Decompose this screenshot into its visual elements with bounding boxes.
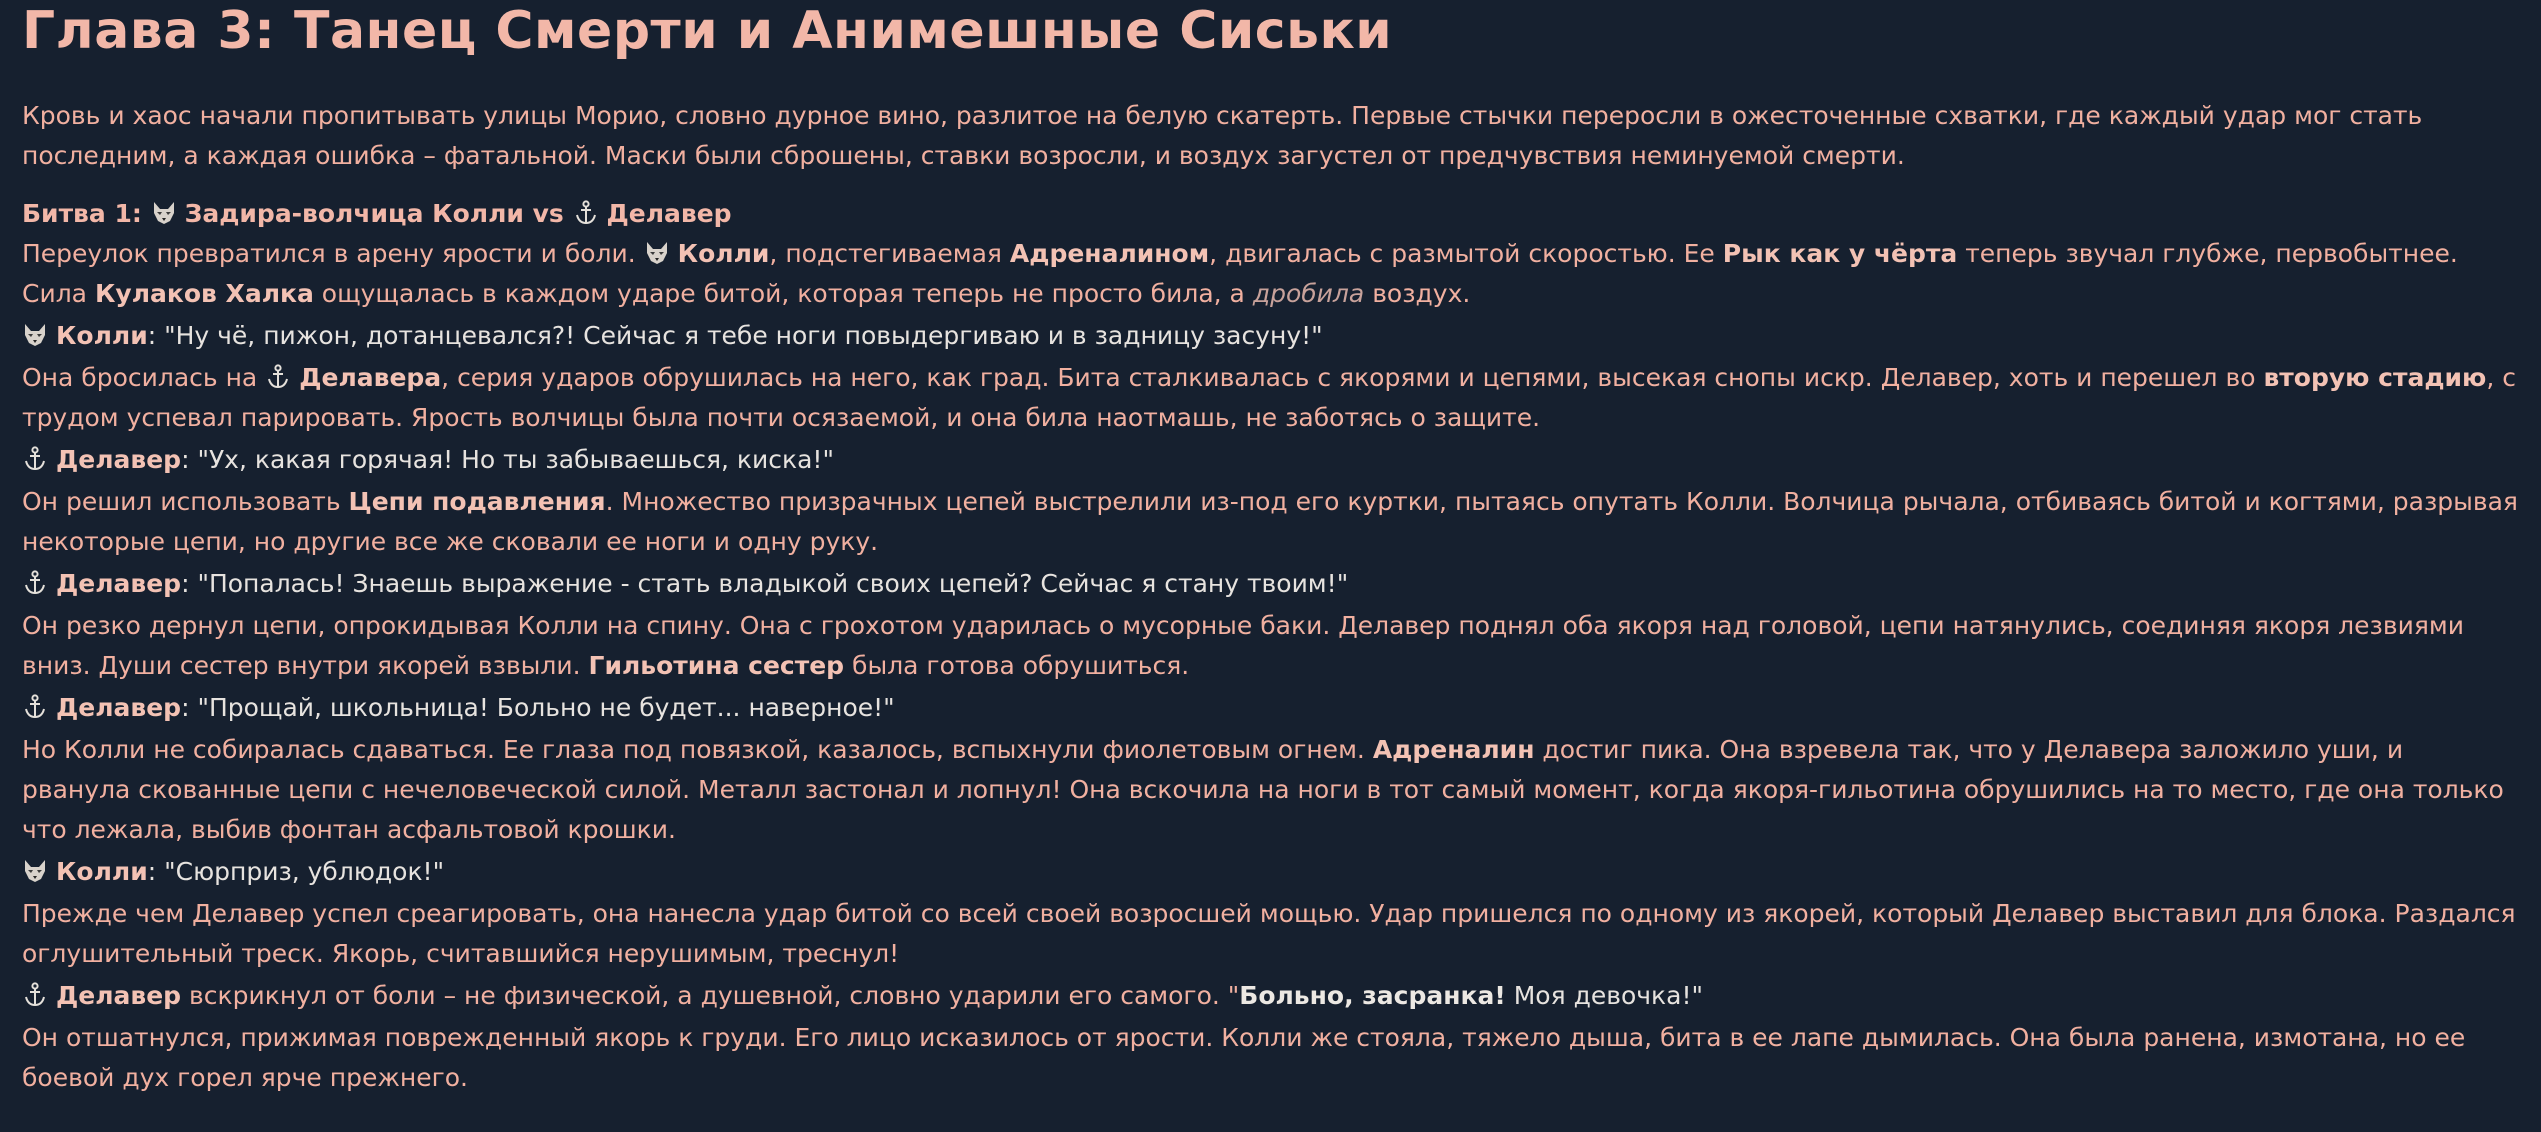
p1-text-c: , двигалась с размытой скоростью. Ее xyxy=(1209,239,1715,268)
anchor-icon xyxy=(265,364,291,390)
paragraph-4 xyxy=(22,606,2519,686)
p3-text-b: . Множество призрачных цепей выстрелили из-под его куртки, пытаясь опутать Колли. Волчица рычала, отбиваясь битой и когтями, разрывая некоторые цепи, но другие все же сковали ее ноги и одну руку. xyxy=(22,487,2518,556)
battle-fighter-1: Задира-волчица Колли vs xyxy=(184,199,564,228)
chapter-title: Глава 3: Танец Смерти и Анимешные Сиськи xyxy=(22,1,1393,61)
q6-text-a: вскрикнул от боли – не физической, а душевной, словно ударили его самого. " xyxy=(189,981,1240,1010)
wolf-icon xyxy=(22,858,48,884)
p5-text-a: Но Колли не собиралась сдаваться. Ее глаза под повязкой, казалось, вспыхнули фиолетовым огнем. xyxy=(22,735,1365,764)
term-drobila: дробила xyxy=(1252,279,1365,308)
quote-delaver-4 xyxy=(22,974,2519,1018)
paragraph-1 xyxy=(22,234,2519,314)
intro-paragraph: Кровь и хаос начали пропитывать улицы Морио, словно дурное вино, разлитое на белую скатерть. Первые стычки переросли в ожесточенные схватки, где каждый удар мог стать последним, а каждая ошибка – фатальной. Маски были сброшены, ставки возросли, и воздух загустел от предчувствия неминуемой смерти. xyxy=(22,101,2423,170)
p2-text-b: , серия ударов обрушилась на него, как град. Бита сталкивалась с якорями и цепями, высекая снопы искр. Делавер, хоть и перешел во xyxy=(441,363,2256,392)
p1-text-f: воздух. xyxy=(1372,279,1471,308)
term-guillotine: Гильотина сестер xyxy=(588,651,845,680)
battle-heading xyxy=(22,194,2519,234)
speaker-name: Делавер xyxy=(56,569,182,598)
speech-text: : "Сюрприз, ублюдок!" xyxy=(147,857,445,886)
p1-text-d: теперь звучал глубже, первобытнее. Сила xyxy=(22,239,2458,308)
quote-delaver-1 xyxy=(22,438,2519,482)
speech-text: : "Прощай, школьница! Больно не будет... наверное!" xyxy=(181,693,895,722)
speaker-name: Делавер xyxy=(56,445,182,474)
quote-kolli-2 xyxy=(22,850,2519,894)
quote-delaver-3 xyxy=(22,686,2519,730)
p4-text-b: была готова обрушиться. xyxy=(852,651,1190,680)
p1-text-b: , подстегиваемая xyxy=(769,239,1002,268)
paragraph-6: Прежде чем Делавер успел среагировать, она нанесла удар битой со всей своей возросшей мощью. Удар пришелся по одному из якорей, который Делавер выставил для блока. Раздался оглушительный треск. Якорь, считавшийся нерушимым, треснул! xyxy=(22,899,2516,968)
term-adrenalin: Адреналином xyxy=(1009,239,1210,268)
anchor-icon xyxy=(573,200,599,226)
wolf-icon xyxy=(644,240,670,266)
paragraph-2 xyxy=(22,358,2519,438)
p5-text-b: достиг пика. Она взревела так, что у Делавера заложило уши, и рванула скованные цепи с нечеловеческой силой. Металл застонал и лопнул! Она вскочила на ноги в тот самый момент, когда якоря-гильотина обрушились на то место, где она только что лежала, выбив фонтан асфальтовой крошки. xyxy=(22,735,2504,844)
p4-text-a: Он резко дернул цепи, опрокидывая Колли на спину. Она с грохотом ударилась о мусорные баки. Делавер поднял оба якоря над головой, цепи натянулись, соединяя якоря лезвиями вниз. Души сестер внутри якорей взвыли. xyxy=(22,611,2464,680)
name-delavera: Делавера xyxy=(299,363,442,392)
paragraph-5 xyxy=(22,730,2519,850)
anchor-icon xyxy=(22,446,48,472)
p1-text-e: ощущалась в каждом ударе битой, которая теперь не просто била, а xyxy=(321,279,1245,308)
speech-text: : "Попалась! Знаешь выражение - стать владыкой своих цепей? Сейчас я стану твоим!" xyxy=(181,569,1349,598)
p3-text-a: Он решил использовать xyxy=(22,487,341,516)
paragraph-3 xyxy=(22,482,2519,562)
name-kolli: Колли xyxy=(677,239,770,268)
paragraph-7: Он отшатнулся, прижимая поврежденный якорь к груди. Его лицо исказилось от ярости. Колли же стояла, тяжело дыша, бита в ее лапе дымилась. Она была ранена, измотана, но ее боевой дух горел ярче прежнего. xyxy=(22,1023,2466,1092)
wolf-icon xyxy=(22,322,48,348)
anchor-icon xyxy=(22,570,48,596)
term-ryk: Рык как у чёрта xyxy=(1722,239,1958,268)
quote-delaver-2 xyxy=(22,562,2519,606)
anchor-icon xyxy=(22,694,48,720)
battle-fighter-2: Делавер xyxy=(606,199,732,228)
wolf-icon xyxy=(151,200,177,226)
q6-text-b: Моя девочка!" xyxy=(1513,981,1703,1010)
quote-kolli-1 xyxy=(22,314,2519,358)
speech-text: : "Ну чё, пижон, дотанцевался?! Сейчас я тебе ноги повыдергиваю и в задницу засуну!" xyxy=(147,321,1323,350)
p2-text-c: , с трудом успевал парировать. Ярость волчицы была почти осязаемой, и она била наотмашь, не заботясь о защите. xyxy=(22,363,2516,432)
speaker-name: Делавер xyxy=(56,693,182,722)
anchor-icon xyxy=(22,982,48,1008)
p1-text-a: Переулок превратился в арену ярости и боли. xyxy=(22,239,636,268)
speaker-name: Делавер xyxy=(56,981,182,1010)
term-chains: Цепи подавления xyxy=(348,487,606,516)
term-hulk: Кулаков Халка xyxy=(94,279,314,308)
battle-prefix: Битва 1: xyxy=(22,199,142,228)
term-stage: вторую стадию xyxy=(2263,363,2487,392)
q6-bold-text: Больно, засранка! xyxy=(1239,981,1506,1010)
speaker-name: Колли xyxy=(56,321,148,350)
speaker-name: Колли xyxy=(56,857,148,886)
speech-text: : "Ух, какая горячая! Но ты забываешься, киска!" xyxy=(181,445,834,474)
term-adrenalin: Адреналин xyxy=(1372,735,1535,764)
p2-text-a: Она бросилась на xyxy=(22,363,258,392)
